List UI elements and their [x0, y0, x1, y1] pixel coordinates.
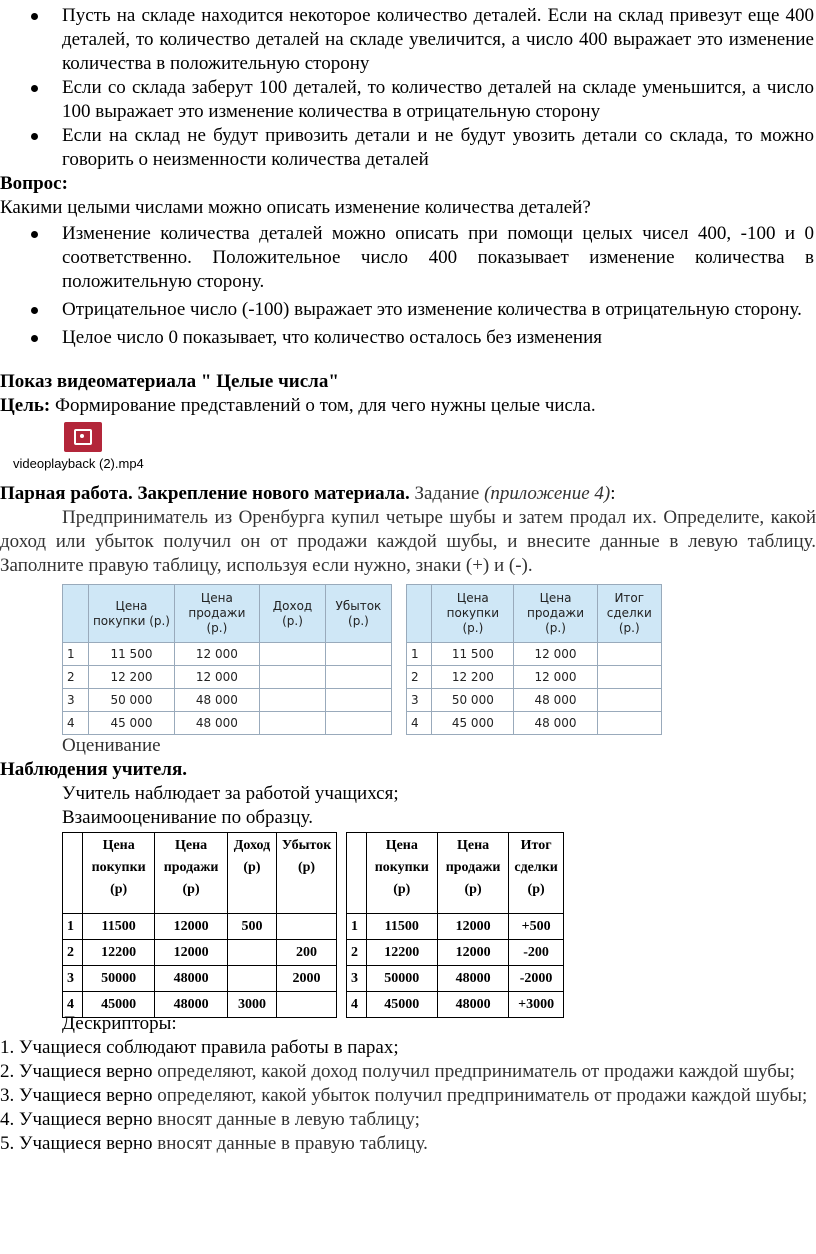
loss-cell: 2000 [277, 966, 337, 992]
column-header: Убыток (р) [277, 833, 337, 914]
goal-text: Формирование представлений о том, для чего нужны целые числа. [50, 395, 596, 416]
loss-cell [325, 712, 391, 735]
buy-price-cell: 50 000 [432, 689, 514, 712]
row-number: 3 [63, 966, 83, 992]
row-number: 3 [63, 689, 89, 712]
buy-price-cell: 45000 [366, 992, 437, 1018]
descriptor-item [0, 1108, 816, 1132]
pair-work-appendix: (приложение 4) [484, 483, 611, 504]
loss-cell: 200 [277, 940, 337, 966]
video-file-icon[interactable] [64, 422, 102, 452]
result-cell [597, 643, 661, 666]
descriptor-lead: 4. Учащиеся верно [0, 1109, 153, 1130]
descriptor-rest: вносят данные в левую таблицу; [152, 1109, 420, 1130]
task-table-right [406, 584, 662, 735]
pair-work-task-label: Задание [409, 483, 485, 504]
table-row [63, 992, 337, 1018]
intro-bullet: Если на склад не будут привозить детали и не будут увозить детали со склада, то можно говорить о неизменности количества деталей [0, 124, 816, 172]
column-header: Итог сделки (р) [509, 833, 564, 914]
loss-cell [325, 643, 391, 666]
descriptor-rest: определяют, какой убыток получил предприниматель от продажи каждой шубы; [152, 1085, 808, 1106]
buy-price-cell: 50000 [82, 966, 154, 992]
table-row [63, 940, 337, 966]
buy-price-cell: 45 000 [432, 712, 514, 735]
table-row [63, 666, 392, 689]
column-header: Цена продажи (р) [155, 833, 227, 914]
table-corner [63, 585, 89, 643]
column-header: Цена продажи (р) [437, 833, 508, 914]
column-header: Итог сделки (р.) [597, 585, 661, 643]
sample-table-left [62, 832, 337, 1018]
sell-price-cell: 12000 [437, 940, 508, 966]
sell-price-cell: 48000 [437, 992, 508, 1018]
pair-work-line [0, 482, 816, 506]
row-number: 4 [347, 992, 367, 1018]
table-row [407, 689, 662, 712]
answer-bullet: Отрицательное число (-100) выражает это изменение количества в отрицательную сторону. [0, 298, 816, 322]
row-number: 1 [407, 643, 432, 666]
result-cell: -2000 [509, 966, 564, 992]
column-header: Цена продажи (р.) [514, 585, 597, 643]
question-heading: Вопрос: [0, 173, 68, 194]
assessment-label: Оценивание [62, 735, 161, 756]
column-header: Цена продажи (р.) [174, 585, 260, 643]
task-tables [0, 584, 816, 734]
column-header: Цена покупки (р.) [89, 585, 174, 643]
column-header: Доход (р) [227, 833, 276, 914]
table-row [407, 643, 662, 666]
result-cell [597, 689, 661, 712]
descriptor-rest: вносят данные в правую таблицу. [152, 1133, 428, 1154]
buy-price-cell: 12 200 [89, 666, 174, 689]
intro-bullet-list [0, 4, 816, 172]
pair-work-colon: : [610, 483, 616, 504]
column-header: Убыток (р.) [325, 585, 391, 643]
descriptor-lead: 1. Учащиеся соблюдают правила работы в парах; [0, 1037, 399, 1058]
sell-price-cell: 12000 [437, 914, 508, 940]
loss-cell [277, 914, 337, 940]
row-number: 4 [63, 712, 89, 735]
buy-price-cell: 12200 [366, 940, 437, 966]
observation-heading: Наблюдения учителя. [0, 759, 187, 780]
goal-label: Цель: [0, 395, 51, 416]
buy-price-cell: 11500 [366, 914, 437, 940]
table-row [347, 940, 564, 966]
descriptor-rest: определяют, какой доход получил предприниматель от продажи каждой шубы; [152, 1061, 795, 1082]
row-number: 1 [347, 914, 367, 940]
observation-line: Учитель наблюдает за работой учащихся; [62, 783, 399, 804]
table-row [63, 643, 392, 666]
income-cell [227, 966, 276, 992]
descriptor-lead: 2. Учащиеся верно [0, 1061, 153, 1082]
descriptor-lead: 5. Учащиеся верно [0, 1133, 153, 1154]
table-row [347, 966, 564, 992]
income-cell [260, 643, 326, 666]
sell-price-cell: 48 000 [174, 689, 260, 712]
row-number: 3 [407, 689, 432, 712]
result-cell [597, 666, 661, 689]
row-number: 3 [347, 966, 367, 992]
buy-price-cell: 11500 [82, 914, 154, 940]
task-text: Предприниматель из Оренбурга купил четыре шубы и затем продал их. Определите, какой доход или убыток получил он от продажи каждой шубы, и внесите данные в левую таблицу. Заполните правую таблицу, используя если нужно, знаки (+) и (-). [0, 507, 816, 576]
video-file-name[interactable]: videoplayback (2).mp4 [13, 456, 144, 471]
row-number: 4 [407, 712, 432, 735]
result-cell: -200 [509, 940, 564, 966]
sell-price-cell: 48 000 [514, 712, 597, 735]
video-heading: Показ видеоматериала " Целые числа" [0, 371, 339, 392]
descriptor-item [0, 1084, 816, 1108]
table-row [63, 712, 392, 735]
answer-bullet: Изменение количества деталей можно описать при помощи целых чисел 400, -100 и 0 соответственно. Положительное число 400 показывает изменение количества в положительную сторону. [0, 222, 816, 294]
descriptors-list [0, 1036, 816, 1156]
table-corner [63, 833, 83, 914]
descriptor-lead: 3. Учащиеся верно [0, 1085, 153, 1106]
pair-work-heading: Парная работа. Закрепление нового материала. [0, 483, 410, 504]
income-cell: 500 [227, 914, 276, 940]
descriptor-item [0, 1132, 816, 1156]
buy-price-cell: 50000 [366, 966, 437, 992]
income-cell [260, 689, 326, 712]
row-number: 2 [63, 940, 83, 966]
descriptors-heading: Дескрипторы: [62, 1013, 177, 1034]
table-corner [347, 833, 367, 914]
table-row [63, 689, 392, 712]
intro-bullet: Пусть на складе находится некоторое количество деталей. Если на склад привезут еще 400 деталей, то количество деталей на складе увеличится, а число 400 выражает это изменение количества в положительную сторону [0, 4, 816, 76]
result-cell: +3000 [509, 992, 564, 1018]
buy-price-cell: 50 000 [89, 689, 174, 712]
buy-price-cell: 12200 [82, 940, 154, 966]
row-number: 2 [63, 666, 89, 689]
sell-price-cell: 12 000 [174, 643, 260, 666]
income-cell [227, 940, 276, 966]
sell-price-cell: 12000 [155, 914, 227, 940]
descriptor-item [0, 1036, 816, 1060]
sell-price-cell: 48000 [437, 966, 508, 992]
buy-price-cell: 45 000 [89, 712, 174, 735]
goal-line [0, 394, 816, 418]
table-row [63, 966, 337, 992]
table-row [407, 712, 662, 735]
buy-price-cell: 11 500 [432, 643, 514, 666]
sell-price-cell: 12000 [155, 940, 227, 966]
sell-price-cell: 12 000 [514, 666, 597, 689]
column-header: Цена покупки (р.) [432, 585, 514, 643]
column-header: Цена покупки (р) [366, 833, 437, 914]
loss-cell [325, 666, 391, 689]
sell-price-cell: 12 000 [514, 643, 597, 666]
task-table-left [62, 584, 392, 735]
sell-price-cell: 12 000 [174, 666, 260, 689]
column-header: Цена покупки (р) [82, 833, 154, 914]
buy-price-cell: 12 200 [432, 666, 514, 689]
sell-price-cell: 48 000 [514, 689, 597, 712]
buy-price-cell: 45000 [82, 992, 154, 1018]
column-header: Доход (р.) [260, 585, 326, 643]
table-corner [407, 585, 432, 643]
buy-price-cell: 11 500 [89, 643, 174, 666]
result-cell: +500 [509, 914, 564, 940]
row-number: 2 [407, 666, 432, 689]
table-row [63, 914, 337, 940]
income-cell [260, 666, 326, 689]
descriptor-item [0, 1060, 816, 1084]
row-number: 2 [347, 940, 367, 966]
sample-tables [0, 832, 816, 1012]
income-cell: 3000 [227, 992, 276, 1018]
table-row [347, 992, 564, 1018]
row-number: 1 [63, 643, 89, 666]
result-cell [597, 712, 661, 735]
row-number: 1 [63, 914, 83, 940]
sell-price-cell: 48000 [155, 992, 227, 1018]
sell-price-cell: 48000 [155, 966, 227, 992]
sell-price-cell: 48 000 [174, 712, 260, 735]
video-attachment[interactable] [0, 418, 816, 476]
answer-bullet-list [0, 222, 816, 350]
table-row [347, 914, 564, 940]
table-row [407, 666, 662, 689]
answer-bullet: Целое число 0 показывает, что количество осталось без изменения [0, 326, 816, 350]
observation-line: Взаимооценивание по образцу. [62, 807, 313, 828]
sample-table-right [346, 832, 564, 1018]
question-text: Какими целыми числами можно описать изменение количества деталей? [0, 197, 591, 218]
row-number: 4 [63, 992, 83, 1018]
intro-bullet: Если со склада заберут 100 деталей, то количество деталей на складе уменьшится, а число 100 выражает это изменение количества в отрицательную сторону [0, 76, 816, 124]
income-cell [260, 712, 326, 735]
loss-cell [277, 992, 337, 1018]
loss-cell [325, 689, 391, 712]
